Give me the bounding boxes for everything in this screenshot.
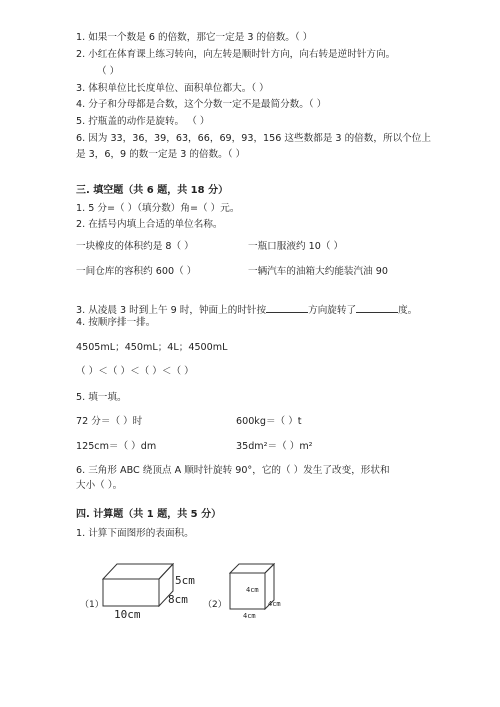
cube-edge-side-label: 4cm — [246, 586, 259, 594]
figure-1-label: （1） — [80, 600, 104, 610]
cuboid-width-label: 8cm — [168, 593, 188, 606]
fill-q3-degree-blank[interactable] — [356, 302, 398, 313]
calc-q1: 1. 计算下面图形的表面积。 — [76, 528, 194, 539]
fill-q2-item-a: 一块橡皮的体积约是 8（ ） — [76, 241, 194, 252]
fill-q3 — [76, 302, 417, 317]
judge-q2-line1: 2. 小红在体育课上练习转向，向左转是顺时针方向，向右转是逆时针方向。 — [76, 49, 396, 60]
judge-q6-line1: 6. 因为 33，36，39，63，66，69，93，156 这些数都是 3 的倍数，所以个位上 — [76, 133, 431, 144]
fill-q2: 2. 在括号内填上合适的单位名称。 — [76, 219, 223, 230]
fill-q4: 4. 按顺序排一排。 — [76, 317, 156, 328]
judge-q2-line2: （ ） — [97, 66, 120, 77]
judge-q5: 5. 拧瓶盖的动作是旋转。 （ ） — [76, 116, 210, 127]
judge-q1: 1. 如果一个数是 6 的倍数，那它一定是 3 的倍数。（ ） — [76, 32, 313, 43]
fill-section-heading: 三. 填空题（共 6 题，共 18 分） — [76, 185, 229, 196]
judge-q6-line2: 是 3，6，9 的数一定是 3 的倍数。（ ） — [76, 149, 246, 160]
judge-q3: 3. 体积单位比长度单位、面积单位都大。（ ） — [76, 83, 269, 94]
fill-q2-item-b: 一瓶口服液约 10（ ） — [248, 241, 344, 252]
fill-q3-text-start: 3. 从凌晨 3 时到上午 9 时，钟面上的时针按 — [76, 305, 267, 316]
fill-q2-item-d: 一辆汽车的油箱大约能装汽油 90 — [248, 266, 388, 277]
fill-q4-items: 4505mL；450mL；4L；4500mL — [76, 342, 228, 353]
cuboid-length-label: 10cm — [114, 608, 141, 621]
fill-q4-order: （ ）＜（ ）＜（ ）＜（ ） — [76, 366, 194, 377]
fill-q2-item-c: 一间仓库的容积约 600（ ） — [76, 266, 197, 277]
fill-q6-line2: 大小（ ）。 — [76, 480, 123, 491]
fill-q5: 5. 填一填。 — [76, 392, 127, 403]
figure-2-label: （2） — [203, 600, 227, 610]
fill-q5-item-a: 72 分＝（ ）时 — [76, 416, 143, 427]
fill-q3-text-mid: 方向旋转了 — [308, 305, 357, 316]
fill-q5-item-c: 125cm＝（ ）dm — [76, 441, 157, 452]
cube-edge-depth-label: 4cm — [268, 600, 281, 608]
fill-q6-line1: 6. 三角形 ABC 绕顶点 A 顺时针旋转 90°，它的（ ）发生了改变，形状和 — [76, 465, 390, 476]
cube-edge-bottom-label: 4cm — [243, 612, 256, 620]
fill-q5-item-b: 600kg＝（ ）t — [236, 416, 302, 427]
fill-q3-text-end: 度。 — [398, 305, 418, 316]
calc-section-heading: 四. 计算题（共 1 题，共 5 分） — [76, 509, 222, 520]
fill-q1: 1. 5 分=（ ）（填分数）角=（ ）元。 — [76, 203, 240, 214]
fill-q5-item-d: 35dm²＝（ ）m² — [236, 441, 313, 452]
cuboid-figure — [102, 563, 174, 607]
fill-q3-direction-blank[interactable] — [266, 302, 308, 313]
cuboid-height-label: 5cm — [175, 574, 195, 587]
judge-q4: 4. 分子和分母都是合数，这个分数一定不是最简分数。（ ） — [76, 99, 327, 110]
